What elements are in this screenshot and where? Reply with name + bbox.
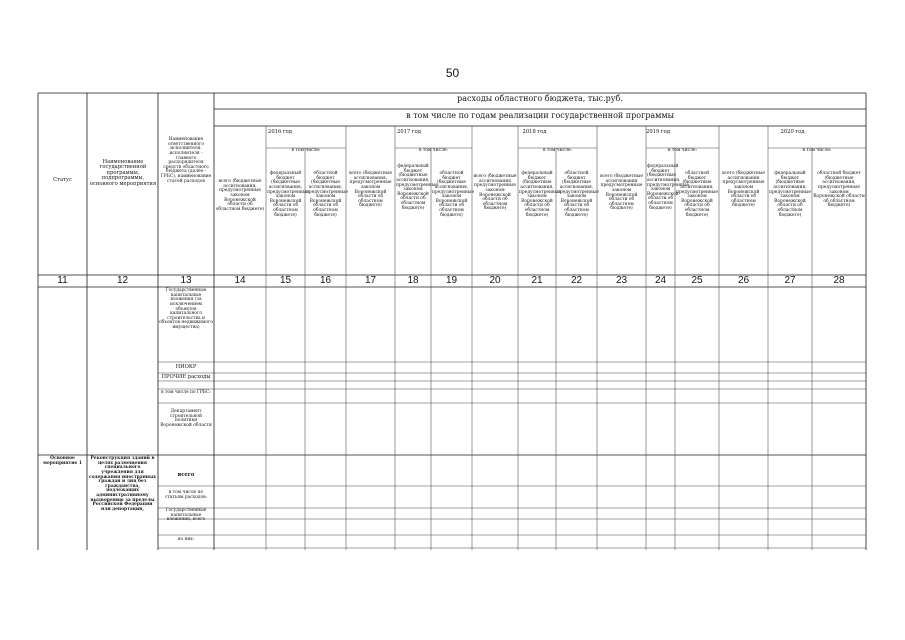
col-regional-2020: областной бюджет (бюджетные ассигнования, предусмотренные законом Воронежской области об областном бюджете) (813, 171, 865, 209)
status-main-activity: Основное мероприятие 1 (43, 456, 82, 466)
row-other-expenses: ПРОЧИЕ расходы (161, 374, 211, 380)
including-2016: в том числе: (291, 148, 321, 153)
including-2019: в том числе: (668, 148, 697, 153)
name-header: Наименование государственной программы, подпрограммы, основного мероприятия (89, 159, 157, 187)
row-niokr: НИОКР (175, 364, 197, 370)
year-2016: 2016 год (268, 129, 292, 135)
col-regional-2017: областной бюджет (бюджетные ассигнования, предусмотренные законом Воронежской области об областном бюджете) (432, 171, 474, 218)
col-federal-2016: федеральный бюджет (бюджетные ассигнования, предусмотренные законом Воронежской области об областном бюджете) (267, 171, 309, 218)
page-number: 50 (445, 66, 460, 80)
including-2017: в том числе: (419, 148, 448, 153)
including-2020: в том числе: (802, 148, 832, 153)
row-capital-investments: Государственные капитальные вложения (за исключением объектов капитального строительства и объектов недвижимого имущества) (159, 288, 213, 330)
col-num-24: 24 (654, 275, 667, 286)
col-num-16: 16 (319, 275, 332, 286)
col-num-20: 20 (489, 275, 501, 286)
col-num-26: 26 (737, 275, 750, 286)
col-num-25: 25 (691, 275, 703, 286)
years-header: в том числе по годам реализации государственной программы (406, 111, 674, 120)
year-2017: 2017 год (397, 129, 421, 135)
main-activity-name: Реконструкция зданий в целях размещения специального учреждения для содержания иностранных граждан и лиц без гражданства, подлежащих административному выдворению за пределы Российской Федерации или депортации, (88, 456, 157, 512)
row-department: Департамент строительной политики Воронежской области (160, 409, 212, 428)
col-total-2019: всего (бюджетные ассигнования предусмотренные законом Воронежской области об областном бюджете) (600, 174, 643, 212)
col-total-2020: всего (бюджетные ассигнования предусмотренные законом Воронежской области об областном бюджете) (722, 171, 765, 209)
col-num-22: 22 (570, 275, 583, 286)
row-capital-total: Государственные капитальные вложения, всего (165, 508, 207, 523)
row-total: всего (177, 472, 195, 478)
year-2020: 2020 год (780, 129, 805, 135)
col-num-28: 28 (833, 275, 845, 286)
status-header: Статус (53, 177, 72, 183)
col-total-2016: всего (бюджетные ассигнования, предусмотренные законом Воронежской области об областном бюджете) (215, 179, 265, 212)
col-total-2018: всего (бюджетные ассигнования предусмотренные законом Воронежской области об областном бюджете) (473, 174, 517, 212)
col-federal-2018: федеральный бюджет (бюджетные ассигнования, предусмотренные законом Воронежской области об областном бюджете) (519, 171, 561, 218)
row-of-them: из них: (177, 537, 195, 542)
including-2018: в том числе: (543, 148, 572, 153)
executor-header: Наименование ответственного исполнителя, исполнителя - главного распорядителя средств областного бюджета (далее - ГРБС), наименование статей расходов (160, 137, 212, 184)
col-regional-2019: областной бюджет (бюджетные ассигнования, предусмотренные законом Воронежской области об областном бюджете) (676, 171, 718, 218)
col-num-17: 17 (364, 275, 377, 286)
row-including-articles: в том числе по статьям расходов: (164, 490, 208, 500)
col-num-13: 13 (180, 275, 192, 286)
col-num-21: 21 (531, 275, 543, 286)
col-num-14: 14 (234, 275, 246, 286)
col-num-19: 19 (445, 275, 458, 286)
expenses-header: расходы областного бюджета, тыс.руб. (457, 94, 623, 103)
col-num-27: 27 (784, 275, 796, 286)
col-regional-2016: областной бюджет (бюджетные ассигнования, предусмотренные законом Воронежской области об областном бюджете) (306, 171, 348, 218)
col-num-15: 15 (279, 275, 292, 286)
row-including-grbs: в том числе по ГРБС: (161, 390, 211, 395)
col-regional-2018: областной бюджет (бюджетные ассигнования, предусмотренные законом Воронежской области об областном бюджете) (557, 171, 599, 218)
col-federal-2020: федеральный бюджет (бюджетные ассигнования, предусмотренные законом Воронежской области об областном бюджете) (769, 171, 811, 218)
year-2018: 2018 год (522, 129, 547, 135)
col-num-12: 12 (116, 275, 129, 286)
col-federal-2017: федеральный бюджет (бюджетные ассигнования, предусмотренные законом Воронежской области об областном бюджете) (396, 164, 438, 211)
col-federal-2019: федеральный бюджет (бюджетные ассигнования, предусмотренные законом Воронежской области об областном бюджете) (647, 164, 689, 211)
col-num-23: 23 (615, 275, 628, 286)
year-2019: 2019 год (646, 129, 670, 135)
col-num-11: 11 (57, 275, 68, 286)
col-num-18: 18 (407, 275, 419, 286)
col-total-2017: всего (бюджетные ассигнования, предусмотренные законом Воронежской области об областном бюджете) (349, 171, 392, 209)
